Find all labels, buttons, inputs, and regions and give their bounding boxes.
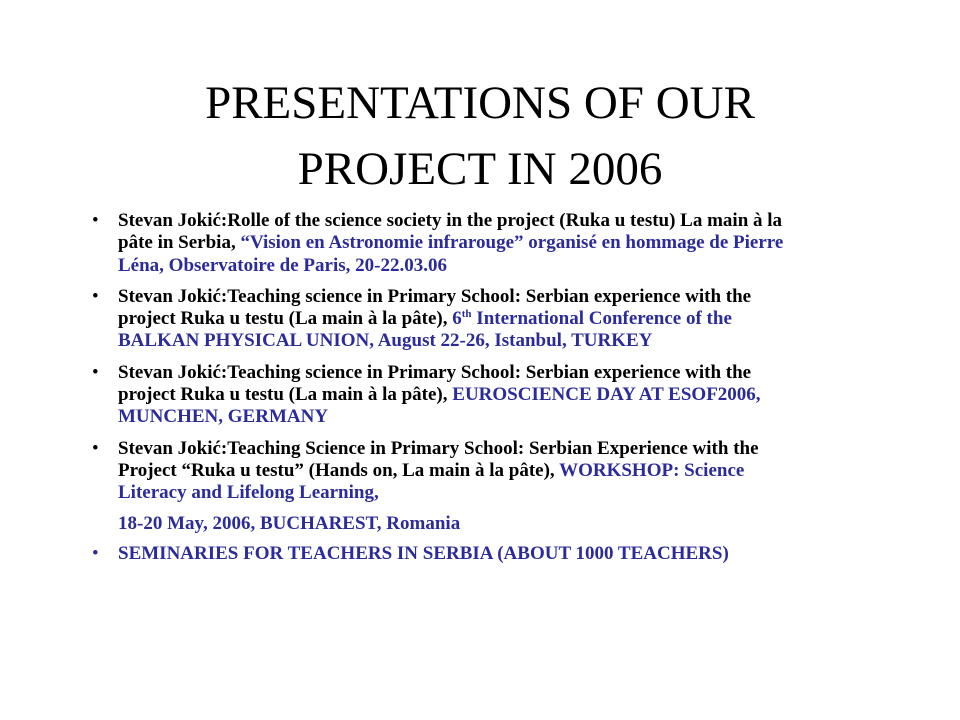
presentation-list — [92, 210, 812, 574]
title-line-2: PROJECT IN 2006 — [297, 143, 663, 195]
list-item — [92, 286, 812, 353]
bullet-icon: • — [92, 210, 99, 231]
item-author-text: Stevan Jokić:Teaching science in Primary School: Serbian experience with the project Ruka u testu (La main à la pâte), — [118, 361, 752, 406]
list-item — [92, 438, 812, 505]
list-item — [92, 210, 812, 277]
item-event-superscript: th — [461, 308, 472, 321]
bullet-icon: • — [92, 285, 99, 307]
item-event-number: 6 — [452, 308, 462, 330]
item-event-text: “Vision en Astronomie infrarouge” organisé en hommage de Pierre Léna, Observatoire de Paris, 20-22.03.06 — [118, 232, 784, 276]
item-event-text: WORKSHOP: Science Literacy and Lifelong Learning, — [118, 459, 745, 504]
page-title — [60, 70, 900, 202]
item-author-text: Stevan Jokić:Teaching science in Primary School: Serbian experience with the project Ruka u testu (La main à la pâte), — [118, 285, 752, 330]
list-item — [92, 543, 812, 565]
item-continuation-text: 18-20 May, 2006, BUCHAREST, Romania — [118, 512, 461, 534]
title-line-1: PRESENTATIONS OF OUR — [205, 77, 755, 129]
bullet-icon: • — [92, 361, 99, 383]
bullet-icon: • — [92, 437, 99, 459]
item-author-text: Stevan Jokić:Teaching Science in Primary School: Serbian Experience with the Project “Ruka u testu” (Hands on, La main à la pâte), — [118, 437, 759, 481]
item-seminar-text: SEMINARIES FOR TEACHERS IN SERBIA (ABOUT 1000 TEACHERS) — [118, 542, 729, 564]
item-event-text: International Conference of the BALKAN PHYSICAL UNION, August 22-26, Istanbul, TURKEY — [118, 308, 732, 352]
item-author-text: Stevan Jokić:Rolle of the science society in the project (Ruka u testu) La main à la pâte in Serbia, — [118, 210, 783, 254]
item-event-text: EUROSCIENCE DAY AT ESOF2006, MUNCHEN, GERMANY — [118, 384, 761, 428]
bullet-icon: • — [92, 542, 99, 564]
list-item — [92, 362, 812, 429]
